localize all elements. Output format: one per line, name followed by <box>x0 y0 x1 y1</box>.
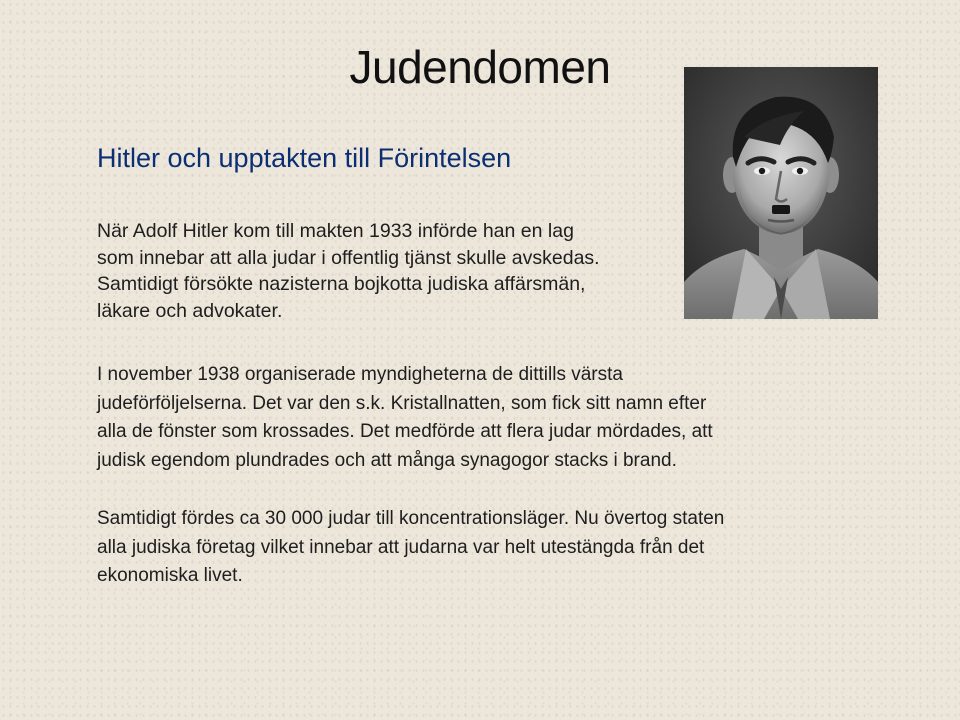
paragraph-3 <box>97 505 857 591</box>
paragraph-3-line: Samtidigt fördes ca 30 000 judar till koncentrationsläger. Nu övertog staten <box>97 508 725 529</box>
slide-subtitle: Hitler och upptakten till Förintelsen <box>97 143 512 173</box>
paragraph-3-line: alla judiska företag vilket innebar att judarna var helt utestängda från det <box>97 536 705 558</box>
paragraph-1-line: När Adolf Hitler kom till makten 1933 införde han en lag <box>97 220 574 242</box>
paragraph-1 <box>97 218 677 324</box>
paragraph-1-line: läkare och advokater. <box>97 299 283 322</box>
paragraph-1-line: Samtidigt försökte nazisterna bojkotta judiska affärsmän, <box>97 273 586 295</box>
paragraph-3-line: ekonomiska livet. <box>97 565 243 586</box>
portrait-illustration <box>684 67 878 319</box>
paragraph-1-line: som innebar att alla judar i offentlig tjänst skulle avskedas. <box>97 246 600 269</box>
paragraph-2-line: judeförföljelserna. Det var den s.k. Kristallnatten, som fick sitt namn efter <box>97 392 707 414</box>
portrait-photo <box>684 67 878 319</box>
paragraph-2-line: alla de fönster som krossades. Det medförde att flera judar mördades, att <box>97 421 713 442</box>
paragraph-2-line: I november 1938 organiserade myndigheterna de dittills värsta <box>97 364 623 385</box>
paragraph-2 <box>97 361 857 475</box>
slide-title: Judendomen <box>349 41 611 93</box>
paragraph-2-line: judisk egendom plundrades och att många synagogor stacks i brand. <box>97 449 677 471</box>
